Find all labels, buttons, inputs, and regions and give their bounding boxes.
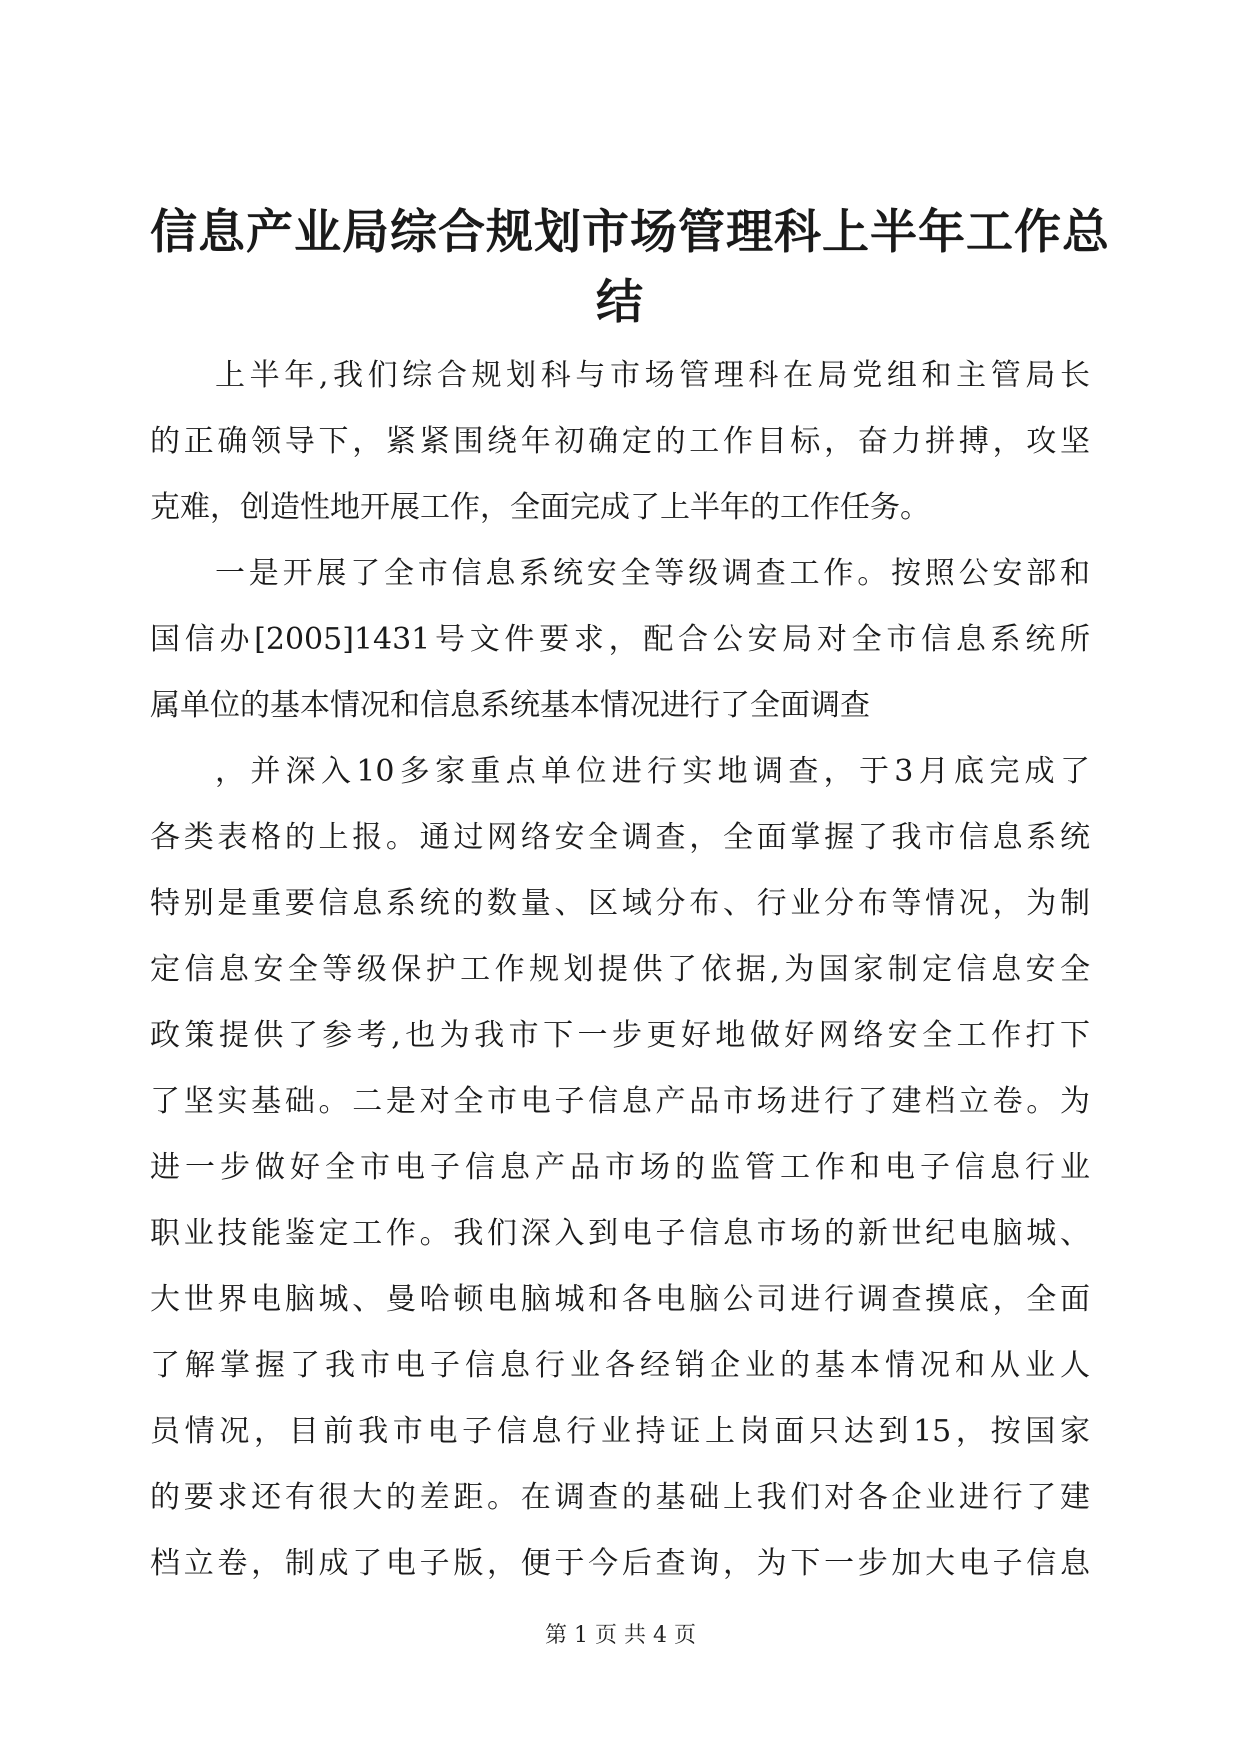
- body-line: 档立卷，制成了电子版，便于今后查询，为下一步加大电子信息: [150, 1546, 1090, 1581]
- body-line: 了坚实基础。二是对全市电子信息产品市场进行了建档立卷。为: [150, 1084, 1090, 1119]
- body-line: 的要求还有很大的差距。在调查的基础上我们对各企业进行了建: [150, 1480, 1090, 1515]
- body-line: 一是开展了全市信息系统安全等级调查工作。按照公安部和: [215, 556, 1090, 591]
- body-line: 进一步做好全市电子信息产品市场的监管工作和电子信息行业: [150, 1150, 1090, 1185]
- body-line: 各类表格的上报。通过网络安全调查，全面掌握了我市信息系统: [150, 820, 1090, 855]
- document-title: [150, 198, 1110, 338]
- document-body: [150, 343, 1090, 1597]
- body-line: 属单位的基本情况和信息系统基本情况进行了全面调查: [150, 688, 870, 723]
- body-line: 克难，创造性地开展工作，全面完成了上半年的工作任务。: [150, 490, 930, 525]
- body-line: 大世界电脑城、曼哈顿电脑城和各电脑公司进行调查摸底，全面: [150, 1282, 1090, 1317]
- body-line: 国信办[2005]1431号文件要求，配合公安局对全市信息系统所: [150, 622, 1090, 657]
- body-line: 了解掌握了我市电子信息行业各经销企业的基本情况和从业人: [150, 1348, 1090, 1383]
- body-line: ，并深入10多家重点单位进行实地调查，于3月底完成了: [215, 754, 1090, 789]
- body-line: 的正确领导下，紧紧围绕年初确定的工作目标，奋力拼搏，攻坚: [150, 424, 1090, 459]
- page-number-footer: 第 1 页 共 4 页: [545, 1623, 696, 1648]
- title-line-1: 信息产业局综合规划市场管理科上半年工作总: [150, 205, 1110, 260]
- body-line: 上半年,我们综合规划科与市场管理科在局党组和主管局长: [215, 358, 1090, 393]
- body-line: 定信息安全等级保护工作规划提供了依据,为国家制定信息安全: [150, 952, 1090, 987]
- body-line: 职业技能鉴定工作。我们深入到电子信息市场的新世纪电脑城、: [150, 1216, 1090, 1251]
- title-line-2: 结: [596, 275, 644, 330]
- body-line: 员情况，目前我市电子信息行业持证上岗面只达到15，按国家: [150, 1414, 1090, 1449]
- body-line: 政策提供了参考,也为我市下一步更好地做好网络安全工作打下: [150, 1018, 1090, 1053]
- body-line: 特别是重要信息系统的数量、区域分布、行业分布等情况，为制: [150, 886, 1090, 921]
